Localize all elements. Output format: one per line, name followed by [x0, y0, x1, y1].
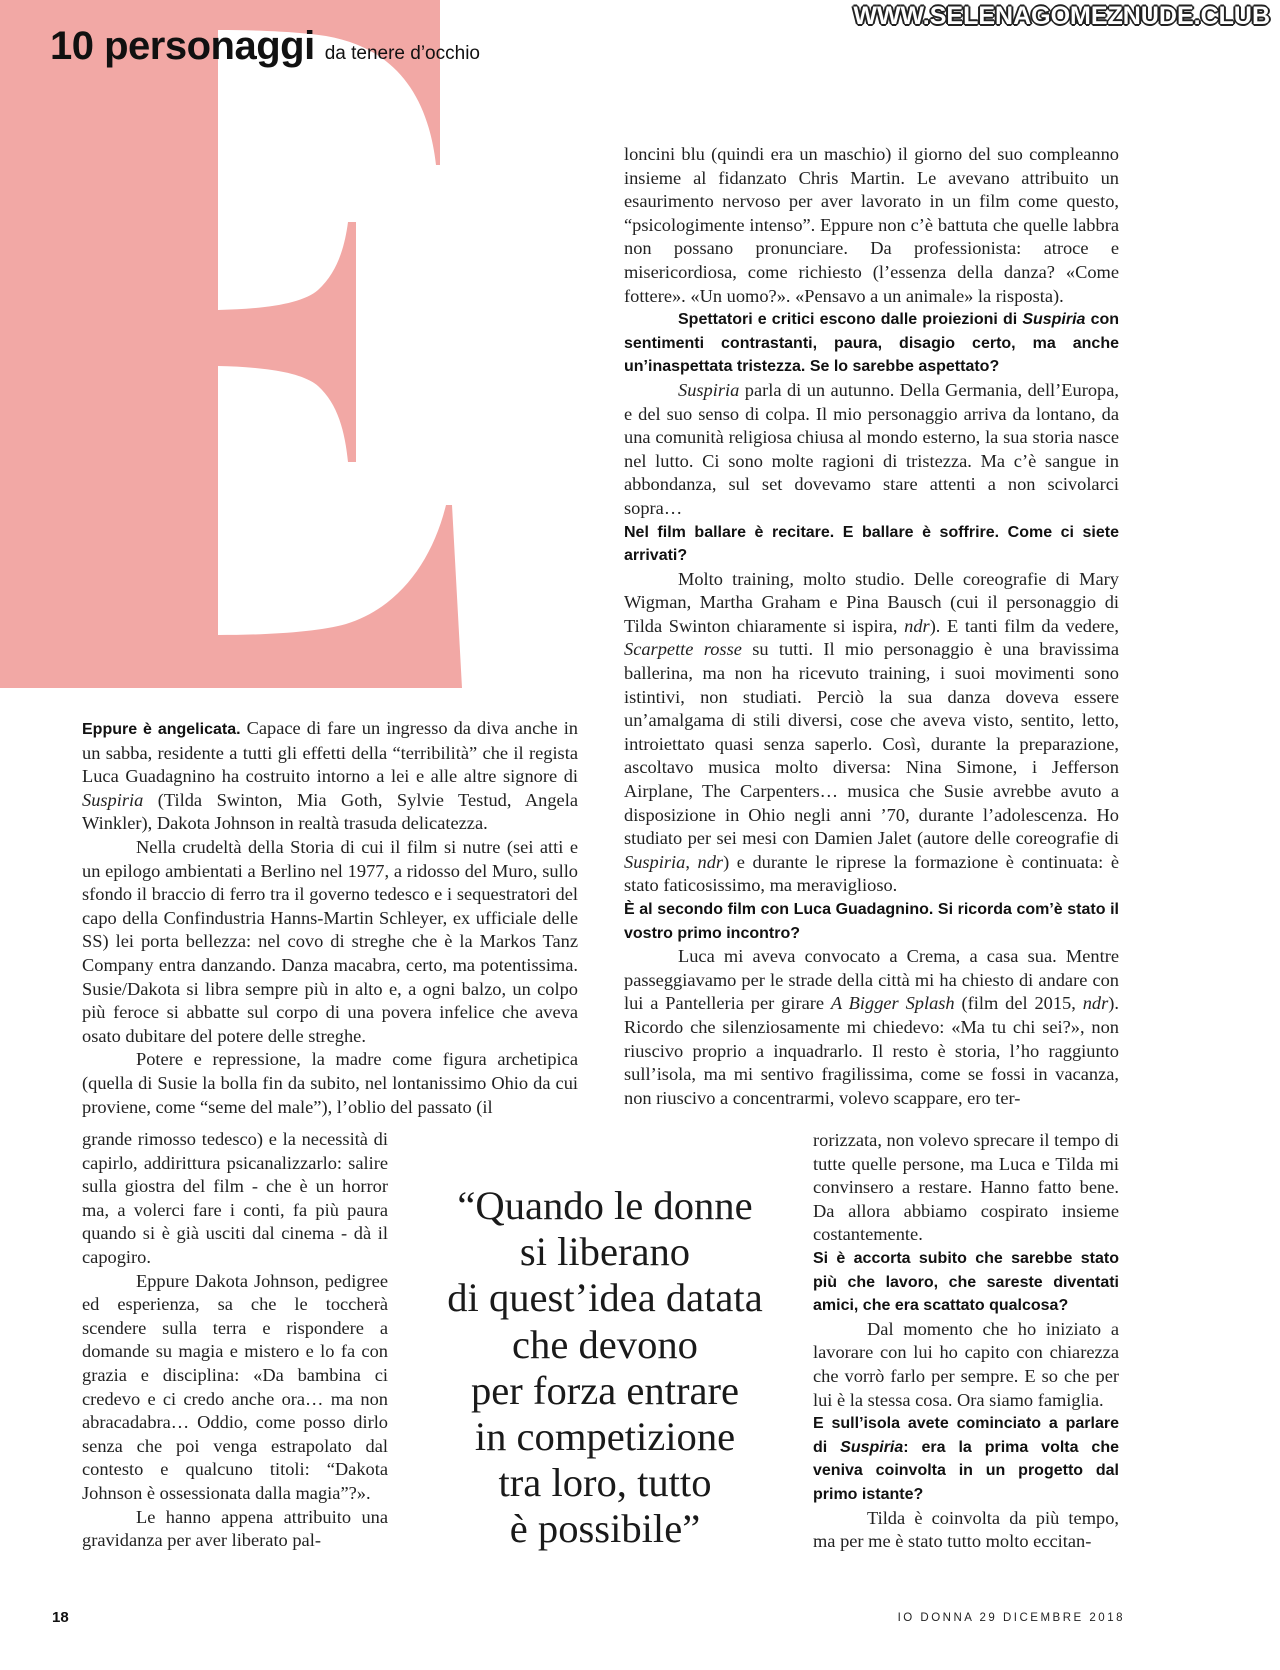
- ndr-note: ndr: [1082, 993, 1109, 1014]
- pull-quote-line: è possibile”: [509, 1506, 701, 1552]
- paragraph: Potere e repressione, la madre come figura archetipica (quella di Susie la bolla fin da subito, nel lontanissimo Ohio da cui proviene, come “seme del male”), l’oblio del passato (il: [82, 1049, 578, 1117]
- text-run: (film del 2015,: [954, 993, 1083, 1014]
- pull-quote: [405, 1183, 805, 1553]
- text-run: con sentimenti contrastanti, paura, disagio certo, ma anche un’inaspettata tristezza. Se lo sarebbe aspettato?: [624, 311, 1120, 376]
- left-column-upper: [82, 717, 578, 1119]
- text-run: ). Ricordo che silenziosamente mi chiedevo: «Ma tu chi sei?», non riuscivo proprio a inquadrarlo. Il resto è storia, l’ho raggiunto sull’isola, ma mi sentivo fragilissima, come se fossi in vacanza, non riuscivo a concentrarmi, volevo scappare, ero ter-: [624, 993, 1119, 1108]
- film-title: Scarpette rosse: [624, 639, 742, 660]
- text-run: E sull’isola avete cominciato a parlare di: [813, 1415, 1119, 1456]
- text-run: ) e durante le riprese la formazione è continuata: è stato faticosissimo, ma meraviglioso.: [624, 851, 1119, 896]
- section-title: 10 personaggi: [50, 24, 315, 68]
- ndr-note: ndr: [904, 615, 930, 636]
- film-title: Suspiria: [678, 379, 740, 400]
- interview-question: Nel film ballare è recitare. E ballare è soffrire. Come ci siete arrivati?: [624, 523, 1119, 565]
- interview-question: [624, 308, 1119, 379]
- film-title: Suspiria: [624, 851, 686, 872]
- interview-question: È al secondo film con Luca Guadagnino. Si ricorda com’è stato il vostro primo incontro?: [624, 901, 1119, 942]
- text-run: (Tilda Swinton, Mia Goth, Sylvie Testud, Angela Winkler), Dakota Johnson in realtà trasuda delicatezza.: [82, 789, 578, 834]
- interview-answer: Dal momento che ho iniziato a lavorare con lui ho capito con chiarezza che vorrò farlo per sempre. E so che per lui è la stessa cosa. Ora siamo famiglia.: [813, 1318, 1119, 1410]
- paragraph: Eppure Dakota Johnson, pedigree ed esperienza, sa che le toccherà scendere sulla terra e rispondere a domande su magia e mistero e lo fa con grazia e disciplina: «Da bambina ci credevo e ci credo anche ora… ma non abracadabra… Oddio, come posso dirlo senza che poi venga estrapolato dal contesto e qualcuno titoli: “Dakota Johnson è ossessionata dalla magia”?».: [82, 1270, 388, 1503]
- text-run: Capace di fare un ingresso da diva anche in un sabba, residente a tutti gli effetti della “terribilità” che il regista Luca Guadagnino ha costruito intorno a lei e alle altre signore di: [82, 718, 579, 787]
- film-title: A Bigger Splash: [830, 993, 955, 1014]
- section-subtitle: da tenere d’occhio: [324, 43, 480, 64]
- interview-answer: [624, 945, 1119, 1110]
- pull-quote-line: in competizione: [474, 1414, 736, 1460]
- paragraph: grande rimosso tedesco) e la necessità di capirlo, addirittura psicanalizzarlo: salire sulla giostra del film - che è un horror ma, a volerci fare i conti, fa più paura quando si è già usciti dal cinema - dà il capogiro.: [82, 1129, 388, 1267]
- left-column-lower: [82, 1128, 388, 1553]
- interview-answer: Tilda è coinvolta da più tempo, ma per me è stato tutto molto eccitan-: [813, 1507, 1119, 1552]
- text-run: su tutti. Il mio personaggio è una bravissima ballerina, ma non ha ricevuto training, i suoi movimenti sono istintivi, non studiati. Perciò la sua danza doveva essere un’amalgama di stili diversi, cose che aveva visto, sentito, letto, introiettato quasi senza saperlo. Così, durante la preparazione, ascoltavo musica molto diversa: Nina Simone, i Jefferson Airplane, The Carpenters… musica che Susie avrebbe avuto a disposizione in Ohio negli anni ’70, durante l’adolescenza. Ho studiato per sei mesi con Damien Jalet (autore delle coreografie di: [624, 639, 1119, 849]
- paragraph: [82, 717, 578, 836]
- film-title: Suspiria: [1022, 311, 1086, 329]
- right-column-lower: [813, 1129, 1119, 1554]
- lead-in: Eppure è angelicata.: [82, 721, 241, 738]
- section-header: [50, 24, 480, 69]
- interview-answer: rorizzata, non volevo sprecare il tempo di tutte quelle persone, ma Luca e Tilda mi convinsero a restare. Hanno fatto bene. Da allora abbiamo cospirato insieme costantemente.: [813, 1130, 1119, 1245]
- text-run: Spettatori e critici escono dalle proiezioni di: [678, 311, 1023, 329]
- pull-quote-line: di quest’idea datata: [447, 1275, 763, 1321]
- text-run: Luca mi aveva convocato a Crema, a casa sua. Mentre passeggiavamo per le strade della città mi ha chiesto di andare con lui a Pantelleria per girare: [624, 946, 1119, 1014]
- page-number: 18: [52, 1609, 69, 1626]
- pull-quote-line: si liberano: [519, 1229, 691, 1275]
- pull-quote-line: per forza entrare: [470, 1367, 740, 1413]
- pull-quote-line: che devono: [512, 1321, 698, 1367]
- ndr-note: ndr: [697, 851, 724, 872]
- text-run: parla di un autunno. Della Germania, dell’Europa, e del suo senso di colpa. Il mio personaggio arriva da lontano, da una comunità religiosa chiusa al mondo esterno, la sua storia nasce nel lutto. Ci sono molte ragioni di tristezza. Ma c’è sangue in abbondanza, sul set dovevamo stare attenti a non scivolarci sopra…: [624, 379, 1119, 518]
- interview-answer: Molto training, molto studio. Delle coreografie di Mary Wigman, Martha Graham e Pina Bausch (cui il personaggio di Tilda Swinton chiaramente si ispira, ndr). E tanti film da vedere, Scarpette rosse su tutti. Il mio personaggio è una bravissima ballerina, ma non ha ricevuto training, i suoi movimenti sono istintivi, non studiati. Perciò la sua danza doveva essere un’amalgama di stili diversi, cose che aveva visto, sentito, letto, introiettato quasi senza saperlo. Così, durante la preparazione, ascoltavo musica molto diversa: Nina Simone, i Jefferson Airplane, The Carpenters… musica che Susie avrebbe avuto a disposizione in Ohio negli anni ’70, durante l’adolescenza. Ho studiato per sei mesi con Damien Jalet (autore delle coreografie di Suspiria, ndr) e durante le riprese la formazione è continuata: è stato faticosissimo, ma meraviglioso.: [624, 568, 1119, 896]
- paragraph: loncini blu (quindi era un maschio) il giorno del suo compleanno insieme al fidanzato Chris Martin. Le avevano attribuito un esaurimento nervoso per aver lavorato in un film come questo, “psicologimente intenso”. Eppure non c’è battuta che quelle labbra non possano pronunciare. Da professionista: atroce e misericordiosa, come richiesto (l’essenza della danza? «Come fottere». «Un uomo?». «Pensavo a un animale» la risposta).: [624, 144, 1119, 306]
- right-column-upper: [624, 143, 1119, 1110]
- text-run: : era la prima volta che veniva coinvolta in un progetto dal primo istante?: [813, 1438, 1120, 1503]
- watermark-url: WWW.SELENAGOMEZNUDE.CLUB: [853, 2, 1270, 30]
- paragraph: Nella crudeltà della Storia di cui il film si nutre (sei atti e un epilogo ambientati a Berlino nel 1977, a ridosso del Muro, sullo sfondo il braccio di ferro tra il governo tedesco e i sequestratori del capo della Confindustria Hanns-Martin Schleyer, ex ufficiale delle SS) lei porta bellezza: nel covo di streghe che è la Markos Tanz Company entra danzando. Danza macabra, certo, ma potentissima. Susie/Dakota si libra sempre più in alto e, a ogni balzo, un colpo più feroce si abbatte sul corpo di una povera infelice che aveva osato dubitare del potere delle streghe.: [82, 836, 578, 1046]
- text-run: Molto training, molto studio. Delle coreografie di Mary Wigman, Martha Graham e Pina Bausch (cui il personaggio di Tilda Swinton chiaramente si ispira,: [624, 568, 1119, 636]
- pull-quote-line: tra loro, tutto: [498, 1460, 712, 1506]
- pull-quote-line: “Quando le donne: [457, 1183, 753, 1228]
- paragraph: Le hanno appena attribuito una gravidanza per aver liberato pal-: [82, 1506, 388, 1551]
- text-run: ). E tanti film da vedere,: [929, 615, 1119, 636]
- drop-cap-letter-e: [0, 0, 475, 690]
- interview-answer: [624, 379, 1119, 521]
- film-title: Suspiria: [82, 789, 144, 810]
- interview-question: Si è accorta subito che sarebbe stato più che lavoro, che sareste diventati amici, che era scattato qualcosa?: [813, 1249, 1119, 1315]
- magazine-issue: IO DONNA 29 DICEMBRE 2018: [897, 1612, 1125, 1624]
- film-title: Suspiria: [840, 1438, 904, 1456]
- interview-question: [813, 1412, 1119, 1506]
